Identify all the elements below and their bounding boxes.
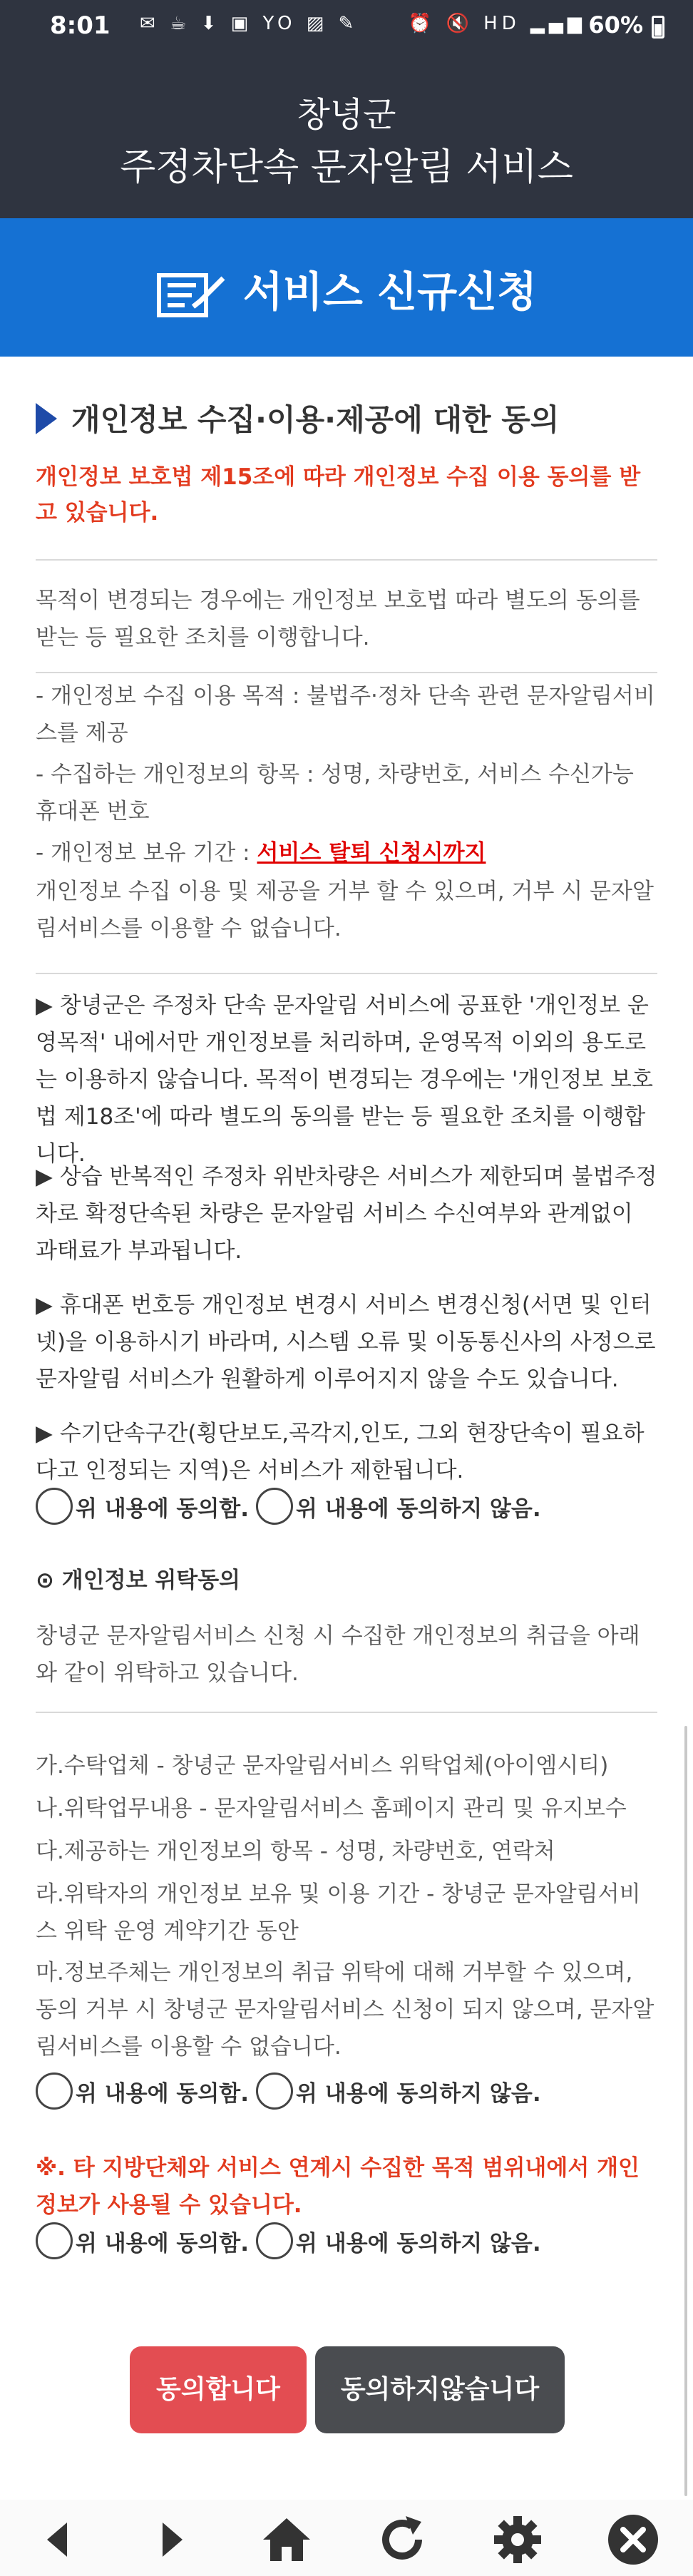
consent-3-options: 위 내용에 동의함. 위 내용에 동의하지 않음. xyxy=(36,2221,657,2261)
consent-1-agree-radio[interactable] xyxy=(36,1488,73,1525)
divider xyxy=(36,559,657,561)
legal-notice: 개인정보 보호법 제15조에 따라 개인정보 수집 이용 동의를 받고 있습니다. xyxy=(36,464,641,526)
refusal-notice: 개인정보 수집 이용 및 제공을 거부 할 수 있으며, 거부 시 문자알림서비스를 이용할 수 없습니다. xyxy=(36,879,654,941)
delegation-intro: 창녕군 문자알림서비스 신청 시 수집한 개인정보의 취급을 아래와 같이 위탁하고 있습니다. xyxy=(36,1623,640,1686)
notification-icons: ✉ ☕ ⬇ ▣ YO ▨ ✎ xyxy=(140,13,359,34)
bottom-navigation xyxy=(0,2500,693,2576)
divider xyxy=(36,672,657,673)
section-title: 개인정보 수집·이용·제공에 대한 동의 xyxy=(36,397,559,439)
back-icon[interactable] xyxy=(30,2513,84,2567)
intro-paragraph: 목적이 변경되는 경우에는 개인정보 보호법 따라 별도의 동의를 받는 등 필요한 조치를 이행합니다. xyxy=(36,588,640,650)
banner-title: 서비스 신규신청 xyxy=(242,267,538,316)
bullet-manual-zone: ▶ 수기단속구간(횡단보도,곡각지,인도, 그외 현장단속이 필요하다고 인정되는 지역)은 서비스가 제한됩니다. xyxy=(36,1421,645,1483)
bullet-phone-change: ▶ 휴대폰 번호등 개인정보 변경시 서비스 변경신청(서면 및 인터넷)을 이용하시기 바라며, 시스템 오류 및 이동통신사의 사정으로 문자알림 서비스가 원활하게 이루어지지 않을 수도 있습니다. xyxy=(36,1292,656,1392)
signup-banner xyxy=(0,218,693,357)
consent-3-agree-radio[interactable] xyxy=(36,2222,73,2259)
header-county: 창녕군 xyxy=(297,95,396,135)
forward-icon[interactable] xyxy=(145,2513,200,2567)
consent-2-options: 위 내용에 동의함. 위 내용에 동의하지 않음. xyxy=(36,2071,657,2111)
system-icons: ⏰ 🔇 HD ▂▄▆ xyxy=(408,13,586,34)
delegation-item: 마.정보주체는 개인정보의 취급 위탁에 대해 거부할 수 있으며, 동의 거부 시 창녕군 문자알림서비스 신청이 되지 않으며, 문자알림서비스를 이용할 수 없습니다. xyxy=(36,1960,654,2060)
third-party-notice: ※. 타 지방단체와 서비스 연계시 수집한 목적 범위내에서 개인정보가 사용될 수 있습니다. xyxy=(36,2155,640,2218)
triangle-icon xyxy=(36,403,57,434)
app-header xyxy=(0,53,693,218)
delegation-item: 다.제공하는 개인정보의 항목 - 성명, 차량번호, 연락처 xyxy=(36,1839,555,1864)
consent-2-disagree-radio[interactable] xyxy=(256,2072,293,2110)
form-edit-icon xyxy=(156,270,227,320)
delegation-item: 라.위탁자의 개인정보 보유 및 이용 기간 - 창녕군 문자알림서비스 위탁 운영 계약기간 동안 xyxy=(36,1881,641,1944)
purpose-item: - 개인정보 수집 이용 목적 : 불법주·정차 단속 관련 문자알림서비스를 제공 xyxy=(36,683,655,746)
consent-1-disagree-radio[interactable] xyxy=(256,1488,293,1525)
delegation-item: 가.수탁업체 - 창녕군 문자알림서비스 위탁업체(아이엠시티) xyxy=(36,1753,609,1779)
agree-button[interactable]: 동의합니다 xyxy=(130,2346,307,2433)
scrollbar[interactable] xyxy=(684,1726,687,2496)
retention-item: - 개인정보 보유 기간 : 서비스 탈퇴 신청시까지 xyxy=(36,840,486,866)
status-time: 8:01 xyxy=(50,11,111,40)
battery-icon xyxy=(652,16,664,39)
settings-icon[interactable] xyxy=(491,2513,545,2567)
divider xyxy=(36,1712,657,1713)
divider xyxy=(36,973,657,974)
status-bar xyxy=(0,0,693,53)
delegation-item: 나.위탁업무내용 - 문자알림서비스 홈페이지 관리 및 유지보수 xyxy=(36,1796,627,1821)
header-service-title: 주정차단속 문자알림 서비스 xyxy=(120,146,573,189)
bullet-repeat-violation: ▶ 상습 반복적인 주정차 위반차량은 서비스가 제한되며 불법주정차로 확정단속된 차량은 문자알림 서비스 수신여부와 관계없이 과태료가 부과됩니다. xyxy=(36,1164,657,1264)
refresh-icon[interactable] xyxy=(375,2513,429,2567)
close-icon[interactable] xyxy=(606,2513,660,2567)
delegation-title: ⊙ 개인정보 위탁동의 xyxy=(36,1568,241,1593)
home-icon[interactable] xyxy=(260,2513,314,2567)
consent-2-agree-radio[interactable] xyxy=(36,2072,73,2110)
retention-link[interactable]: 서비스 탈퇴 신청시까지 xyxy=(257,840,486,866)
consent-3-disagree-radio[interactable] xyxy=(256,2222,293,2259)
consent-1-options: 위 내용에 동의함. 위 내용에 동의하지 않음. xyxy=(36,1486,657,1526)
bullet-purpose-scope: ▶ 창녕군은 주정차 단속 문자알림 서비스에 공표한 '개인정보 운영목적' 내에서만 개인정보를 처리하며, 운영목적 이외의 용도로는 이용하지 않습니다. 목적이 변경되는 경우에는 '개인정보 보호법 제18조'에 따라 별도의 동의를 받는 등 필요한 조치를 이행합니다. xyxy=(36,993,653,1167)
disagree-button[interactable]: 동의하지않습니다 xyxy=(315,2346,565,2433)
battery-percent: 60% xyxy=(588,11,643,39)
fields-item: - 수집하는 개인정보의 항목 : 성명, 차량번호, 서비스 수신가능 휴대폰 번호 xyxy=(36,762,634,824)
